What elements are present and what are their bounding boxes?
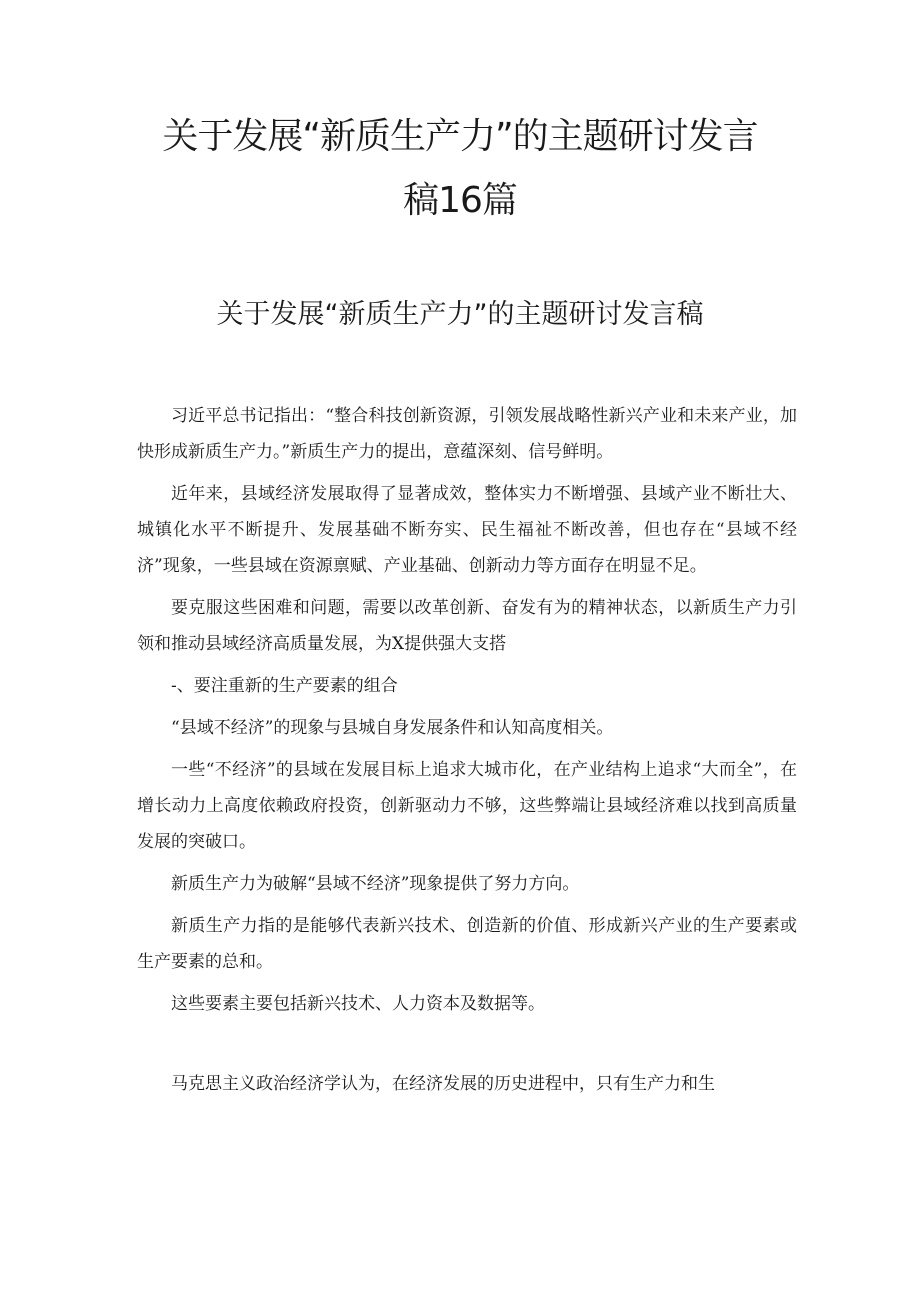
section-heading: 关于发展“新质生产力”的主题研讨发言稿 — [216, 299, 704, 330]
paragraph: 近年来，县域经济发展取得了显著成效，整体实力不断增强、县域产业不断壮大、城镇化水平不断提升、发展基础不断夯实、民生福祉不断改善，但也存在“县域不经济”现象，一些县域在资源禀赋、产业基础、创新动力等方面存在明显不足。 — [137, 484, 797, 576]
paragraph: 新质生产力指的是能够代表新兴技术、创造新的价值、形成新兴产业的生产要素或生产要素的总和。 — [137, 916, 797, 972]
document-title-line-2: 稿16篇 — [403, 180, 517, 221]
paragraph: 马克思主义政治经济学认为，在经济发展的历史进程中，只有生产力和生 — [171, 1074, 715, 1094]
document-body — [137, 398, 797, 1108]
paragraph: 新质生产力为破解“县域不经济”现象提供了努力方向。 — [171, 874, 580, 894]
paragraph: “县域不经济”的现象与县城自身发展条件和认知高度相关。 — [171, 718, 614, 738]
paragraph: 这些要素主要包括新兴技术、人力资本及数据等。 — [171, 994, 545, 1014]
paragraph: 要克服这些困难和问题，需要以改革创新、奋发有为的精神状态，以新质生产力引领和推动县域经济高质量发展，为X提供强大支搭 — [137, 598, 797, 654]
paragraph: 一些“不经济”的县域在发展目标上追求大城市化，在产业结构上追求“大而全”，在增长动力上高度依赖政府投资，创新驱动力不够，这些弊端让县域经济难以找到高质量发展的突破口。 — [137, 760, 797, 852]
section-heading-1: -、要注重新的生产要素的组合 — [171, 676, 398, 696]
paragraph: 习近平总书记指出：“整合科技创新资源，引领发展战略性新兴产业和未来产业，加快形成新质生产力。”新质生产力的提出，意蕴深刻、信号鲜明。 — [137, 406, 797, 462]
document-title-line-1: 关于发展“新质生产力”的主题研讨发言 — [162, 116, 758, 157]
